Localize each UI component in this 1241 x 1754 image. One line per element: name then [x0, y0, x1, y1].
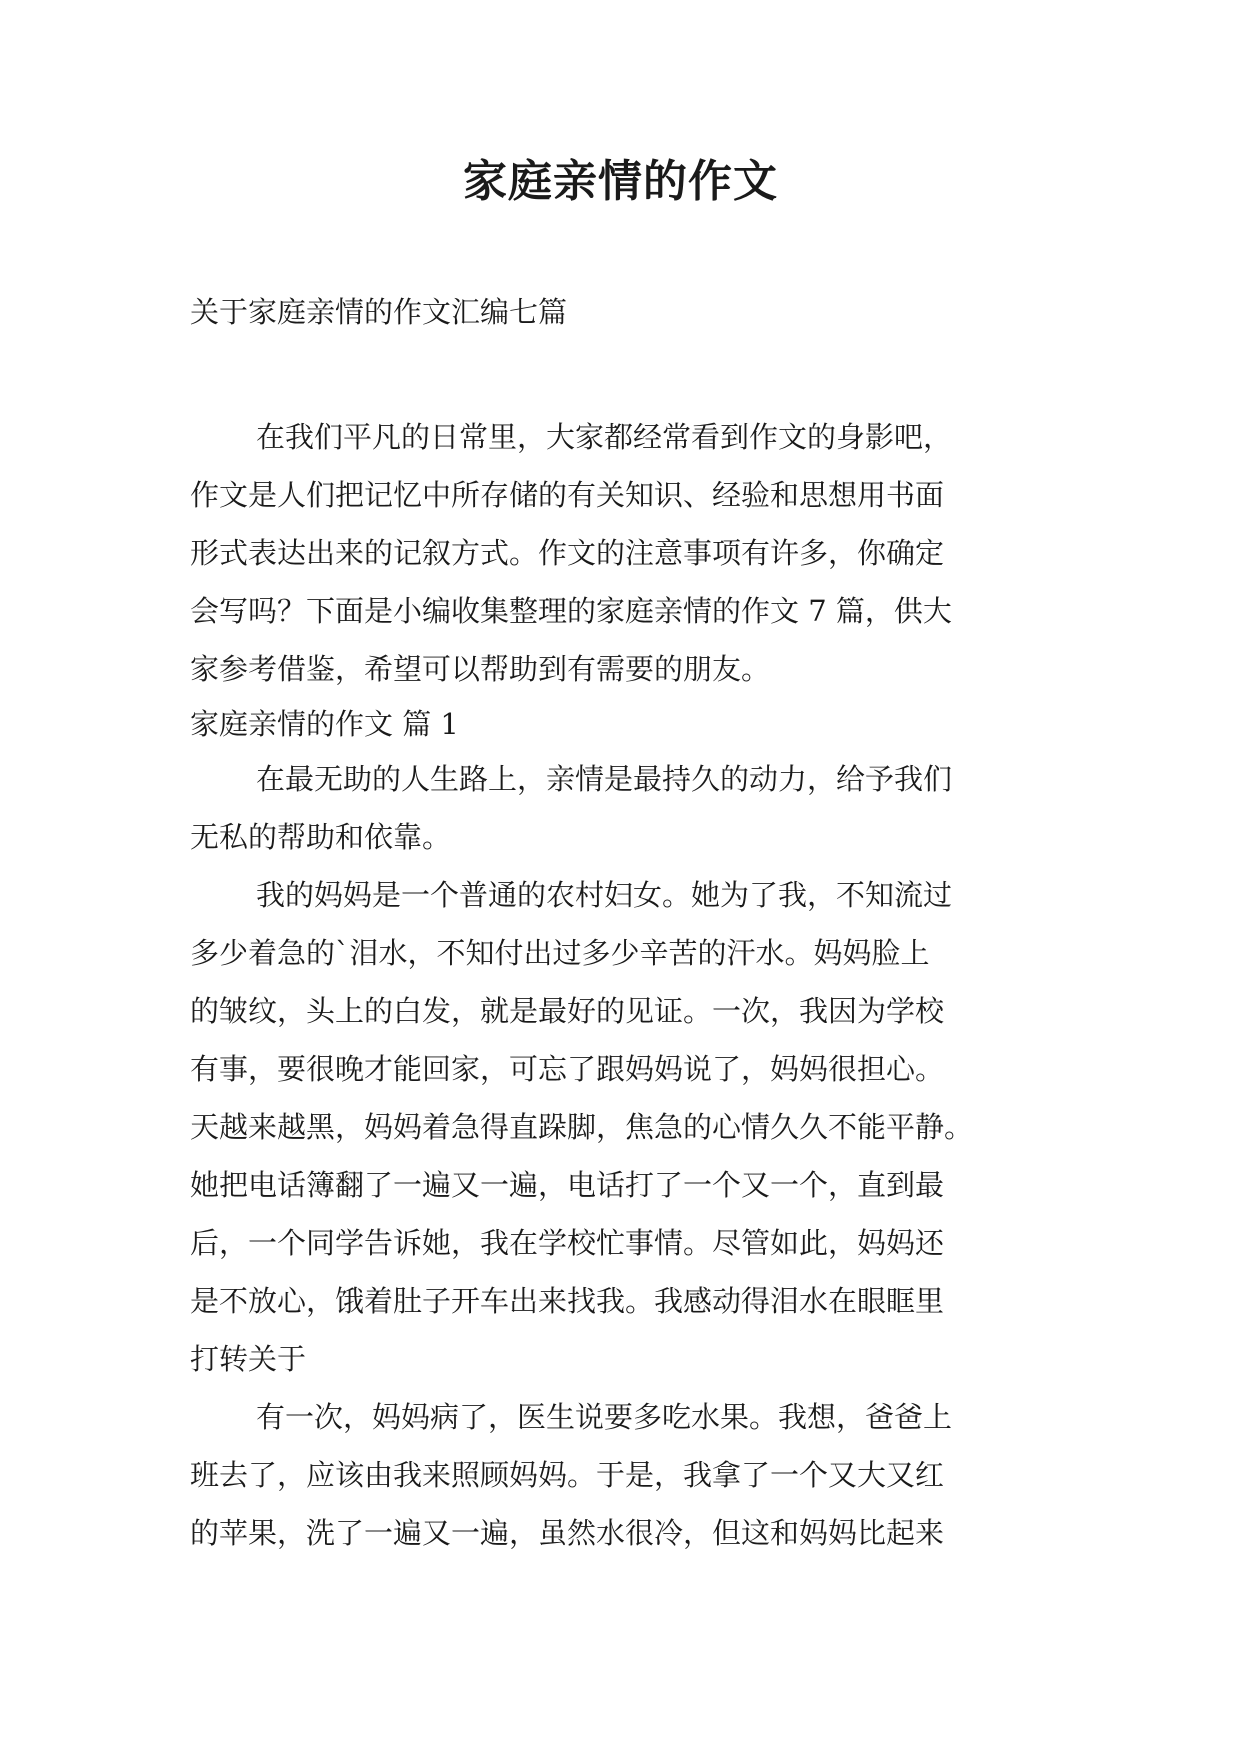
- body-text-line: 多少着急的`泪水，不知付出过多少辛苦的汗水。妈妈脸上: [190, 936, 930, 970]
- body-text-line: 的苹果，洗了一遍又一遍，虽然水很冷，但这和妈妈比起来: [190, 1516, 945, 1550]
- body-text-line: 作文是人们把记忆中所存储的有关知识、经验和思想用书面: [190, 478, 945, 512]
- body-text-line: 她把电话簿翻了一遍又一遍，电话打了一个又一个，直到最: [190, 1168, 945, 1202]
- body-text-line: 后，一个同学告诉她，我在学校忙事情。尽管如此，妈妈还: [190, 1226, 945, 1260]
- body-text-line: 打转关于: [190, 1342, 307, 1376]
- document-body: [190, 408, 1070, 1562]
- document-title: 家庭亲情的作文: [463, 156, 778, 207]
- body-text-line: 天越来越黑，妈妈着急得直跺脚，焦急的心情久久不能平静。: [190, 1110, 974, 1144]
- body-text-line: 在最无助的人生路上，亲情是最持久的动力，给予我们: [256, 762, 953, 796]
- body-text-line: 的皱纹，头上的白发，就是最好的见证。一次，我因为学校: [190, 994, 945, 1028]
- body-text-line: 会写吗？下面是小编收集整理的家庭亲情的作文 7 篇，供大: [190, 594, 952, 628]
- body-text-line: 形式表达出来的记叙方式。作文的注意事项有许多，你确定: [190, 536, 945, 570]
- body-text-line: 是不放心，饿着肚子开车出来找我。我感动得泪水在眼眶里: [190, 1284, 945, 1318]
- body-text-line: 有事，要很晚才能回家，可忘了跟妈妈说了，妈妈很担心。: [190, 1052, 945, 1086]
- document-subtitle: 关于家庭亲情的作文汇编七篇: [190, 295, 568, 329]
- body-text-line: 家参考借鉴，希望可以帮助到有需要的朋友。: [190, 652, 771, 686]
- body-text-line: 我的妈妈是一个普通的农村妇女。她为了我，不知流过: [256, 878, 953, 912]
- body-text-line: 有一次，妈妈病了，医生说要多吃水果。我想，爸爸上: [256, 1400, 953, 1434]
- section-heading: 家庭亲情的作文 篇 1: [190, 707, 459, 741]
- body-text-line: 无私的帮助和依靠。: [190, 820, 452, 854]
- body-text-line: 班去了，应该由我来照顾妈妈。于是，我拿了一个又大又红: [190, 1458, 945, 1492]
- body-text-line: 在我们平凡的日常里，大家都经常看到作文的身影吧，: [256, 420, 953, 454]
